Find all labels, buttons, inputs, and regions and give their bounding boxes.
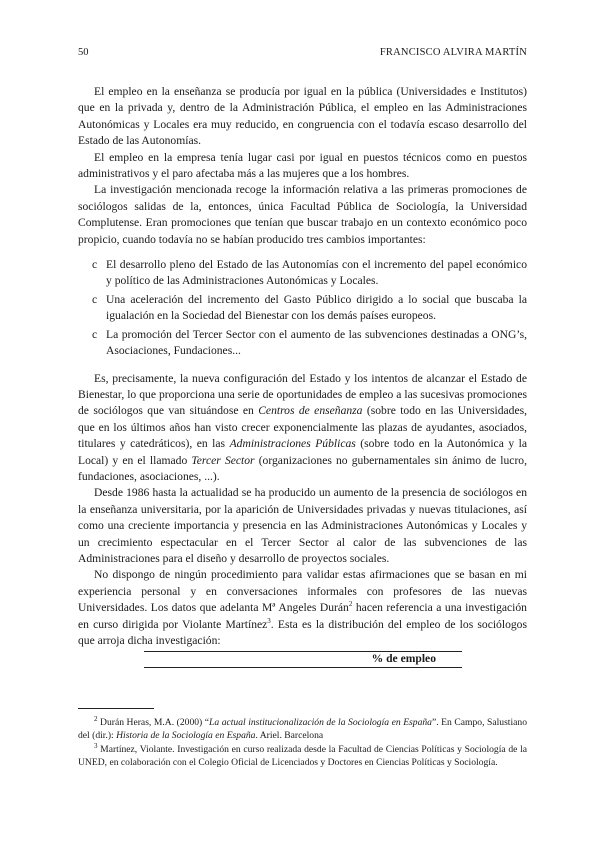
bullet-list — [78, 257, 527, 359]
bullet-marker: c — [92, 292, 98, 306]
list-item — [78, 257, 527, 290]
list-item — [78, 292, 527, 325]
list-item-text: El desarrollo pleno del Estado de las Autonomías con el incremento del papel económico y político de las Administraciones Autonómicas y Locales. — [106, 258, 527, 288]
footnote-ref-2[interactable]: 2 — [348, 600, 353, 609]
bullet-marker: c — [92, 327, 98, 341]
paragraph-1: El empleo en la enseñanza se producía por igual en la pública (Universidades e Institutos) que en la privada y, dentro de la Administración Pública, el empleo en las Administraciones Autonómicas y Locales era muy reducido, en congruencia con el todavía escaso desarrollo del Estado de las Autonomías. — [78, 85, 527, 148]
list-item-text: Una aceleración del incremento del Gasto Público dirigido a lo social que buscaba la igualación en la Sociedad del Bienestar con los demás países europeos. — [106, 292, 527, 323]
footnote-rule — [78, 708, 154, 709]
footnote-3: $^3$ Martínez, Violante. Investigación en curso realizada desde la Facultad de Ciencias Políticas y Sociología de la UNED, en colaboración con el Colegio Oficial de Licenciados y Doctores en Ciencias Políticas y Sociología. — [78, 741, 527, 768]
paragraph-4: Es, precisamente, la nueva configuración del Estado y los intentos de alcanzar el Estado de Bienestar, lo que proporciona una serie de oportunidades de empleo a las sucesivas promociones de sociólogos que van situándose en Centros de enseñanza (sobre todo en las Universidades, que en los últimos años han visto crecer exponencialmente las plazas de ayudantes, asociados, titulares y catedráticos), en las Administraciones Públicas (sobre todo en la Autonómica y la Local) y en el llamado Tercer Sector (organizaciones no gubernamentales sin ánimo de lucro, fundaciones, asociaciones, ...). — [78, 371, 528, 483]
page-number: 50 — [78, 47, 89, 58]
column-header-employment-pct: % de empleo — [371, 652, 436, 666]
footnote-ref-3[interactable]: 3 — [267, 616, 271, 625]
employment-table-header — [144, 651, 462, 668]
paragraph-2: El empleo en la empresa tenía lugar casi por igual en puestos técnicos como en puestos administrativos y el paro afectaba más a las mujeres que a los hombres. — [78, 150, 527, 181]
term-administraciones-publicas: Administraciones Públicas — [229, 437, 356, 451]
term-centros-ensenanza: Centros de enseñanza — [258, 404, 363, 418]
paragraph-3: La investigación mencionada recoge la información relativa a las primeras promociones de sociólogos salidas de la, entonces, única Facultad Pública de Sociología, la Universidad Complutense. Eran promociones que tenían que buscar trabajo en un contexto económico poco propicio, cuando todavía no se habían producido tres cambios importantes: — [78, 183, 527, 246]
footnote-2: $^2$ Durán Heras, M.A. (2000) “La actual institucionalización de la Sociología en España”. En Campo, Salustiano del (dir.): Historia de la Sociología en España. Ariel. Barcelona — [78, 714, 527, 741]
running-head: FRANCISCO ALVIRA MARTÍN — [379, 47, 527, 58]
list-item — [78, 327, 527, 360]
footnotes — [78, 708, 527, 770]
term-tercer-sector: Tercer Sector — [191, 453, 255, 467]
body-text — [78, 84, 527, 668]
paragraph-5: Desde 1986 hasta la actualidad se ha producido un aumento de la presencia de sociólogos en la enseñanza universitaria, por la aparición de Universidades privadas y nuevas titulaciones, así como una creciente importancia y presencia en las Administraciones Autonómicas y Locales y un crecimiento espectacular en el Tercer Sector al calor de las subvenciones de las Administraciones para el diseño y desarrollo de proyectos sociales. — [78, 486, 527, 565]
paragraph-6: No dispongo de ningún procedimiento para validar estas afirmaciones que se basan en mi experiencia personal y en conversaciones informales con profesores de las nuevas Universidades. Los datos que adelanta Mª Angeles Durán$^2$ hacen referencia a una investigación en curso dirigida por Violante Martínez$^3$. Esta es la distribución del empleo de los sociólogos que arroja dicha investigación: — [78, 568, 527, 647]
bullet-marker: c — [92, 258, 98, 272]
page-header — [78, 47, 527, 61]
list-item-text: La promoción del Tercer Sector con el aumento de las subvenciones destinadas a ONG’s, Asociaciones, Fundaciones... — [106, 327, 527, 358]
